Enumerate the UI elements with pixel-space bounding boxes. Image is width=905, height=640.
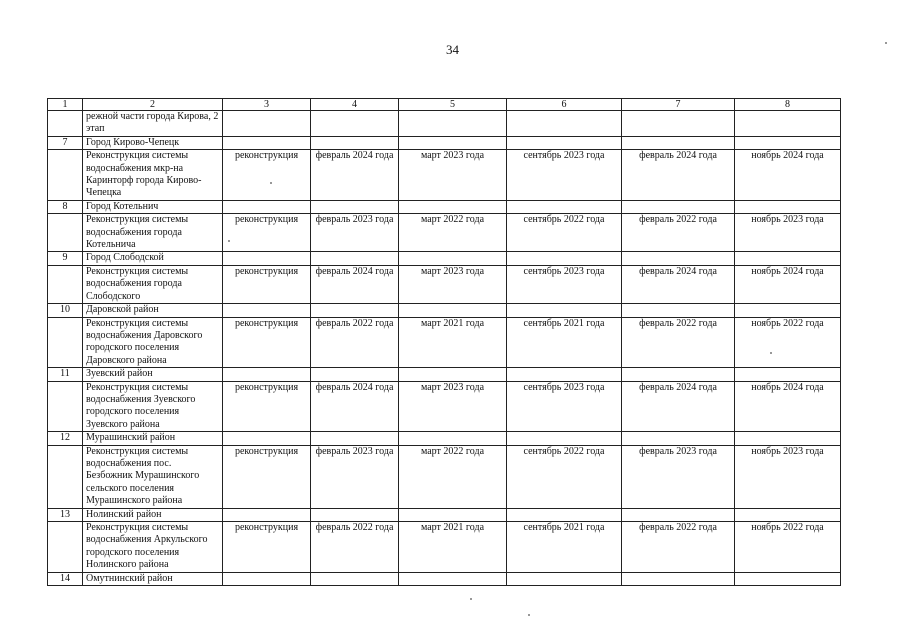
date-cell	[311, 111, 399, 137]
scan-speck	[470, 598, 472, 600]
empty-cell	[507, 368, 622, 381]
date-cell: март 2023 года	[399, 381, 507, 432]
work-type	[223, 111, 311, 137]
empty-cell	[622, 572, 735, 585]
date-cell: февраль 2024 года	[622, 265, 735, 303]
table-body	[48, 99, 841, 586]
row-number: 10	[48, 304, 83, 317]
empty-cell	[735, 508, 841, 521]
column-header: 1	[48, 99, 83, 111]
section-name: Город Котельнич	[83, 200, 223, 213]
section-name: Город Кирово-Чепецк	[83, 136, 223, 149]
empty-cell	[399, 368, 507, 381]
date-cell: февраль 2023 года	[311, 214, 399, 252]
row-number: 8	[48, 200, 83, 213]
scan-speck	[528, 614, 530, 616]
date-cell: март 2022 года	[399, 445, 507, 508]
empty-cell	[311, 304, 399, 317]
date-cell: февраль 2023 года	[622, 445, 735, 508]
date-cell	[622, 111, 735, 137]
date-cell: февраль 2022 года	[622, 214, 735, 252]
date-cell: сентябрь 2022 года	[507, 214, 622, 252]
empty-cell	[311, 368, 399, 381]
empty-cell	[622, 368, 735, 381]
date-cell: сентябрь 2021 года	[507, 522, 622, 573]
date-cell: март 2022 года	[399, 214, 507, 252]
empty-cell	[622, 304, 735, 317]
empty-cell	[507, 304, 622, 317]
column-header: 2	[83, 99, 223, 111]
section-name: Город Слободской	[83, 252, 223, 265]
empty-cell	[622, 200, 735, 213]
row-number: 7	[48, 136, 83, 149]
date-cell: февраль 2022 года	[622, 522, 735, 573]
table-row	[48, 214, 841, 252]
row-number	[48, 522, 83, 573]
date-cell: ноябрь 2022 года	[735, 522, 841, 573]
section-row	[48, 252, 841, 265]
row-number: 13	[48, 508, 83, 521]
empty-cell	[399, 136, 507, 149]
empty-cell	[399, 508, 507, 521]
table-row	[48, 111, 841, 137]
column-header: 7	[622, 99, 735, 111]
empty-cell	[735, 368, 841, 381]
scan-speck	[228, 240, 230, 242]
row-number	[48, 111, 83, 137]
object-name: режной части города Кирова, 2 этап	[83, 111, 223, 137]
section-row	[48, 304, 841, 317]
empty-cell	[223, 200, 311, 213]
table-row	[48, 445, 841, 508]
empty-cell	[311, 508, 399, 521]
object-name: Реконструкция системы водоснабжения города Котельнича	[83, 214, 223, 252]
column-header: 4	[311, 99, 399, 111]
object-name: Реконструкция системы водоснабжения мкр-на Каринторф города Кирово-Чепецка	[83, 150, 223, 201]
object-name: Реконструкция системы водоснабжения города Слободского	[83, 265, 223, 303]
empty-cell	[223, 368, 311, 381]
empty-cell	[399, 572, 507, 585]
empty-cell	[399, 252, 507, 265]
row-number	[48, 265, 83, 303]
scan-speck	[270, 182, 272, 184]
empty-cell	[735, 136, 841, 149]
work-type: реконструкция	[223, 381, 311, 432]
empty-cell	[507, 432, 622, 445]
section-name: Зуевский район	[83, 368, 223, 381]
section-row	[48, 136, 841, 149]
section-row	[48, 368, 841, 381]
work-type: реконструкция	[223, 214, 311, 252]
empty-cell	[735, 200, 841, 213]
object-name: Реконструкция системы водоснабжения Аркульского городского поселения Нолинского района	[83, 522, 223, 573]
empty-cell	[223, 252, 311, 265]
section-name: Нолинский район	[83, 508, 223, 521]
empty-cell	[507, 200, 622, 213]
empty-cell	[622, 432, 735, 445]
date-cell: февраль 2024 года	[311, 150, 399, 201]
empty-cell	[399, 200, 507, 213]
empty-cell	[735, 304, 841, 317]
empty-cell	[735, 252, 841, 265]
row-number	[48, 381, 83, 432]
date-cell: февраль 2022 года	[622, 317, 735, 368]
date-cell: февраль 2022 года	[311, 522, 399, 573]
date-cell	[399, 111, 507, 137]
date-cell: февраль 2024 года	[311, 265, 399, 303]
table-row	[48, 150, 841, 201]
empty-cell	[622, 508, 735, 521]
date-cell: февраль 2024 года	[311, 381, 399, 432]
section-row	[48, 572, 841, 585]
empty-cell	[311, 200, 399, 213]
row-number: 9	[48, 252, 83, 265]
empty-cell	[311, 252, 399, 265]
date-cell: февраль 2024 года	[622, 381, 735, 432]
table-row	[48, 522, 841, 573]
table-row	[48, 317, 841, 368]
table-row	[48, 381, 841, 432]
date-cell: март 2023 года	[399, 265, 507, 303]
date-cell: февраль 2022 года	[311, 317, 399, 368]
empty-cell	[507, 508, 622, 521]
row-number: 12	[48, 432, 83, 445]
row-number	[48, 150, 83, 201]
date-cell: сентябрь 2023 года	[507, 150, 622, 201]
row-number	[48, 445, 83, 508]
date-cell: март 2021 года	[399, 317, 507, 368]
date-cell: ноябрь 2022 года	[735, 317, 841, 368]
empty-cell	[223, 136, 311, 149]
empty-cell	[223, 432, 311, 445]
row-number: 14	[48, 572, 83, 585]
section-row	[48, 200, 841, 213]
date-cell	[507, 111, 622, 137]
section-name: Омутнинский район	[83, 572, 223, 585]
empty-cell	[223, 508, 311, 521]
work-type: реконструкция	[223, 265, 311, 303]
section-name: Мурашинский район	[83, 432, 223, 445]
date-cell: ноябрь 2024 года	[735, 150, 841, 201]
date-cell: ноябрь 2023 года	[735, 445, 841, 508]
header-row	[48, 99, 841, 111]
date-cell: сентябрь 2023 года	[507, 381, 622, 432]
empty-cell	[622, 252, 735, 265]
date-cell: март 2021 года	[399, 522, 507, 573]
object-name: Реконструкция системы водоснабжения Зуевского городского поселения Зуевского района	[83, 381, 223, 432]
work-type: реконструкция	[223, 445, 311, 508]
schedule-table	[47, 98, 841, 586]
table-row	[48, 265, 841, 303]
empty-cell	[311, 136, 399, 149]
work-type: реконструкция	[223, 317, 311, 368]
date-cell: февраль 2024 года	[622, 150, 735, 201]
date-cell: ноябрь 2024 года	[735, 381, 841, 432]
object-name: Реконструкция системы водоснабжения Даровского городского поселения Даровского района	[83, 317, 223, 368]
work-type: реконструкция	[223, 522, 311, 573]
section-name: Даровской район	[83, 304, 223, 317]
date-cell: сентябрь 2023 года	[507, 265, 622, 303]
column-header: 3	[223, 99, 311, 111]
empty-cell	[311, 432, 399, 445]
work-type: реконструкция	[223, 150, 311, 201]
date-cell: март 2023 года	[399, 150, 507, 201]
date-cell: сентябрь 2022 года	[507, 445, 622, 508]
section-row	[48, 432, 841, 445]
empty-cell	[507, 136, 622, 149]
object-name: Реконструкция системы водоснабжения пос. Безбожник Мурашинского сельского поселения Мурашинского района	[83, 445, 223, 508]
empty-cell	[399, 432, 507, 445]
date-cell: ноябрь 2024 года	[735, 265, 841, 303]
row-number	[48, 317, 83, 368]
empty-cell	[735, 572, 841, 585]
date-cell: сентябрь 2021 года	[507, 317, 622, 368]
scan-speck	[885, 42, 887, 44]
empty-cell	[223, 304, 311, 317]
empty-cell	[735, 432, 841, 445]
empty-cell	[507, 572, 622, 585]
date-cell: февраль 2023 года	[311, 445, 399, 508]
row-number: 11	[48, 368, 83, 381]
empty-cell	[622, 136, 735, 149]
date-cell	[735, 111, 841, 137]
section-row	[48, 508, 841, 521]
row-number	[48, 214, 83, 252]
empty-cell	[399, 304, 507, 317]
date-cell: ноябрь 2023 года	[735, 214, 841, 252]
column-header: 8	[735, 99, 841, 111]
column-header: 5	[399, 99, 507, 111]
empty-cell	[223, 572, 311, 585]
empty-cell	[507, 252, 622, 265]
empty-cell	[311, 572, 399, 585]
column-header: 6	[507, 99, 622, 111]
scan-speck	[770, 352, 772, 354]
page-number: 34	[446, 42, 459, 57]
